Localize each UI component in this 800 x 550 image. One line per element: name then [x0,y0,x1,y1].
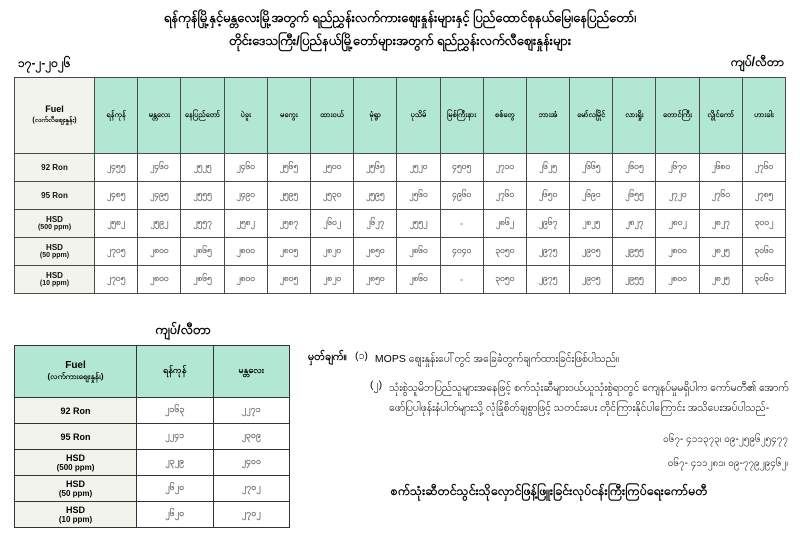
retail-table-header-row [15,77,786,153]
price-cell: ၂၃၂၉ [137,450,214,476]
notes-heading: မှတ်ချက်။ [308,351,348,363]
hotline-phone-1: ၀၆၇- ၄၁၁၃၇၃၊ ၀၉-၂၅၉၆၂၅၄၇၇ [663,434,788,446]
fuel-row-label: HSD (500 ppm) [15,209,95,237]
price-cell: - [440,209,483,237]
city-column-header: မကွေး [267,77,310,153]
table-row [15,265,786,293]
price-cell: ၂၆၂၅ [526,153,569,181]
city-column-header: တောင်ကြီး [656,77,699,153]
price-cell: ၂၄၉၅ [138,181,181,209]
price-cell: ၂၇၆၀ [742,153,785,181]
price-cell: ၂၈၀၀ [138,237,181,265]
price-cell: ၂၉၇၅ [526,265,569,293]
price-cell: ၂၆၂၀ [137,476,214,502]
price-cell: ၂၇၂၀ [656,181,699,209]
wholesale-price-table [14,345,290,528]
city-column-header: ရန်ကုန် [137,346,214,398]
price-cell: ၂၇၆၀ [483,181,526,209]
table-row [15,181,786,209]
table-row [15,237,786,265]
price-cell: ၂၈၀၀ [138,265,181,293]
price-cell: ၂၇၀၂ [213,476,290,502]
fuel-row-label: HSD (50 ppm) [15,237,95,265]
city-column-header: စစ်တွေ [483,77,526,153]
wholesale-section [14,322,292,528]
table-row [15,398,290,424]
price-cell: ၂၈၅၀ [354,265,397,293]
price-cell: ၂၈၀၂ [656,209,699,237]
price-cell: ၂၅၆၀ [397,181,440,209]
table-row [15,153,786,181]
price-cell: ၂၉၅၅ [613,265,656,293]
city-column-header: ပုသိမ် [397,77,440,153]
fuel-row-label: 95 Ron [15,424,137,450]
price-cell: ၂၅၀၀ [310,153,353,181]
price-cell: ၂၇၈၅ [742,181,785,209]
report-date: ၁၇-၂-၂၀၂၆ [18,55,71,70]
hotline-phone-2: ၀၆၇- ၄၁၁၂၈၁၊ ၀၉-၇၇၉၂၉၄၆၂၊ [667,458,788,470]
hotline-phones [308,428,790,476]
city-column-header: လားရှိုး [613,77,656,153]
price-cell: ၂၈၂၇ [613,209,656,237]
price-cell: ၂၅၈၂ [95,209,138,237]
city-column-header: ပဲခူး [224,77,267,153]
price-cell: ၂၄၀၀ [213,450,290,476]
price-cell: ၂၄၈၅ [95,181,138,209]
wholesale-unit-label: ကျပ်/လီတာ [155,322,211,337]
price-cell: ၂၆၀၅ [613,153,656,181]
fuel-row-label: HSD (50 ppm) [15,476,137,502]
price-cell: ၂၈၆၀ [397,237,440,265]
price-cell: ၂၅၂၅ [181,153,224,181]
price-cell: ၂၈၀၅ [267,237,310,265]
price-cell: ၂၁၆၃ [137,398,214,424]
fuel-row-label: HSD (10 ppm) [15,502,137,528]
city-column-header: လွိုင်ကော် [699,77,742,153]
price-cell: ၂၈၂၅ [570,209,613,237]
price-cell: ၂၈၀၀ [656,237,699,265]
price-cell: ၂၄၆၀ [224,153,267,181]
city-column-header: ထားဝယ် [310,77,353,153]
city-column-header: နေပြည်တော် [181,77,224,153]
price-cell: ၂၆၀၂ [310,209,353,237]
price-cell: ၂၂၇၁ [213,398,290,424]
price-cell: ၂၄၆၀ [138,153,181,181]
note-2-text: သုံးစွဲသူမိဘပြည်သူများအနေဖြင့် စက်သုံးဆီများဝယ်ယူသုံးစွဲရာတွင် ကျေနပ်မှုမရှိပါက ကော်မတီ၏ အောက်ဖော်ပြပါဖုန်းနံပါတ်များသို့ လုံခြုံစိတ်ချစွာဖြင့် သတင်းပေး တိုင်ကြားနိုင်ပါကြောင်း အသိပေးအပ်ပါသည်- [389,382,789,414]
fuel-row-label: HSD (500 ppm) [15,450,137,476]
price-cell: ၂၃၀၉ [213,424,290,450]
note-1-number: (၁) [355,350,368,362]
price-cell: ၂၆၅၀ [526,181,569,209]
price-cell: ၂၆၅၅ [613,181,656,209]
table-row [15,424,290,450]
fuel-column-header: Fuel (လက်လီဈေးနှုန်း) [15,77,95,153]
page-title-line2: တိုင်းဒေသကြီး/ပြည်နယ်မြို့တော်များအတွက် ရည်ညွှန်းလက်လီဈေးနှုန်းများ [228,32,572,48]
wholesale-table-header-row [15,346,290,398]
price-cell: ၂၆၈၀ [699,153,742,181]
table-row [15,476,290,502]
table-row [15,502,290,528]
note-1-text: MOPS ဈေးနှုန်းပေါ်တွင် အခြေခံတွက်ချက်ထားခြင်းဖြစ်ပါသည်။ [374,353,620,365]
price-cell: - [440,265,483,293]
city-column-header: မြစ်ကြီးနား [440,77,483,153]
price-cell: ၂၅၅၅ [181,181,224,209]
unit-label: ကျပ်/လီတာ [730,54,784,69]
price-cell: ၂၄၅၅ [95,153,138,181]
price-cell: ၂၈၀၅ [267,265,310,293]
note-2-number: (၂) [370,379,383,392]
fuel-row-label: 92 Ron [15,398,137,424]
price-cell: ၂၈၀၀ [224,265,267,293]
price-cell: ၂၇၆၀ [699,181,742,209]
city-column-header: ရန်ကုန် [95,77,138,153]
price-cell: ၂၅၉၅ [354,181,397,209]
price-cell: ၃၀၀၂ [742,209,785,237]
price-cell: ၂၅၅၇ [181,209,224,237]
price-cell: ၂၈၆၅ [181,237,224,265]
price-cell: ၂၉၀၅ [570,237,613,265]
price-cell: ၄၉၆၀ [440,181,483,209]
city-column-header: ဘားအံ [526,77,569,153]
page-title-line1: ရန်ကုန်မြို့နှင့်မန္တလေးမြို့အတွက် ရည်ညွှန်းလက်ကားဈေးနှုန်းများနှင့် ပြည်ထောင်စုနယ်မြေ၊နေပြည်တော်၊ [163,10,637,25]
price-cell: ၂၆၂၀ [137,502,214,528]
price-cell: ၂၆၂၇ [354,209,397,237]
fuel-row-label: 92 Ron [15,153,95,181]
price-cell: ၂၅၂၀ [397,153,440,181]
price-cell: ၂၅၆၅ [267,153,310,181]
price-cell: ၂၈၀၀ [224,237,267,265]
price-cell: ၂၂၄၁ [137,424,214,450]
notes-section [308,350,790,502]
price-cell: ၂၆၇၀ [656,153,699,181]
price-cell: ၂၆၆၅ [570,153,613,181]
price-cell: ၂၈၂၀ [310,265,353,293]
price-cell: ၄၀၄၀ [440,237,483,265]
price-cell: ၂၈၀၀ [656,265,699,293]
city-column-header: မုံရွာ [354,77,397,153]
city-column-header: မန္တလေး [213,346,290,398]
fuel-row-label: HSD (10 ppm) [15,265,95,293]
table-row [15,450,290,476]
price-cell: ၃၀၆၀ [742,265,785,293]
price-cell: ၂၈၂၅ [699,265,742,293]
price-cell: ၂၉၅၅ [613,237,656,265]
price-cell: ၂၅၉၂ [138,209,181,237]
price-cell: ၂၉၀၅ [570,265,613,293]
price-cell: ၂၈၆၅ [181,265,224,293]
price-cell: ၂၈၂၀ [310,237,353,265]
price-cell: ၂၇၀၅ [95,237,138,265]
price-cell: ၂၅၃၀ [310,181,353,209]
fuel-column-header: Fuel (လက်ကားဈေးနှုန်း) [15,346,137,398]
price-cell: ၂၅၉၅ [267,181,310,209]
price-cell: ၃၀၅၀ [483,237,526,265]
price-cell: ၂၉၇၅ [526,237,569,265]
retail-price-table [14,77,786,294]
price-cell: ၂၅၅၂ [397,209,440,237]
meta-row [0,53,800,77]
table-row [15,209,786,237]
price-cell: ၂၅၈၇ [267,209,310,237]
price-cell: ၂၇၀၂ [213,502,290,528]
price-cell: ၂၈၂၇ [699,209,742,237]
city-column-header: ဟားခါး [742,77,785,153]
note-item-2 [370,379,790,418]
document-header [0,0,800,53]
price-cell: ၂၆၉၀ [570,181,613,209]
city-column-header: မော်လမြိုင် [570,77,613,153]
price-cell: ၂၈၂၅ [699,237,742,265]
fuel-row-label: 95 Ron [15,181,95,209]
note-item-1 [308,350,790,369]
price-cell: ၂၅၆၅ [354,153,397,181]
price-cell: ၃၀၅၀ [483,265,526,293]
price-cell: ၄၅၀၅ [440,153,483,181]
price-cell: ၂၄၉၀ [224,181,267,209]
price-cell: ၂၈၆၂ [483,209,526,237]
price-cell: ၂၉၆၇ [526,209,569,237]
price-cell: ၂၇၁၀ [483,153,526,181]
price-cell: ၂၈၆၀ [397,265,440,293]
price-cell: ၂၅၈၂ [224,209,267,237]
price-cell: ၂၈၅၀ [354,237,397,265]
committee-signature: စက်သုံးဆီတင်သွင်းသိုလှောင်ဖြန့်ဖြူးခြင်းလုပ်ငန်းကြီးကြပ်ရေးကော်မတီ [390,484,708,499]
price-cell: ၃၀၆၀ [742,237,785,265]
city-column-header: မန္တလေး [138,77,181,153]
price-cell: ၂၇၀၅ [95,265,138,293]
